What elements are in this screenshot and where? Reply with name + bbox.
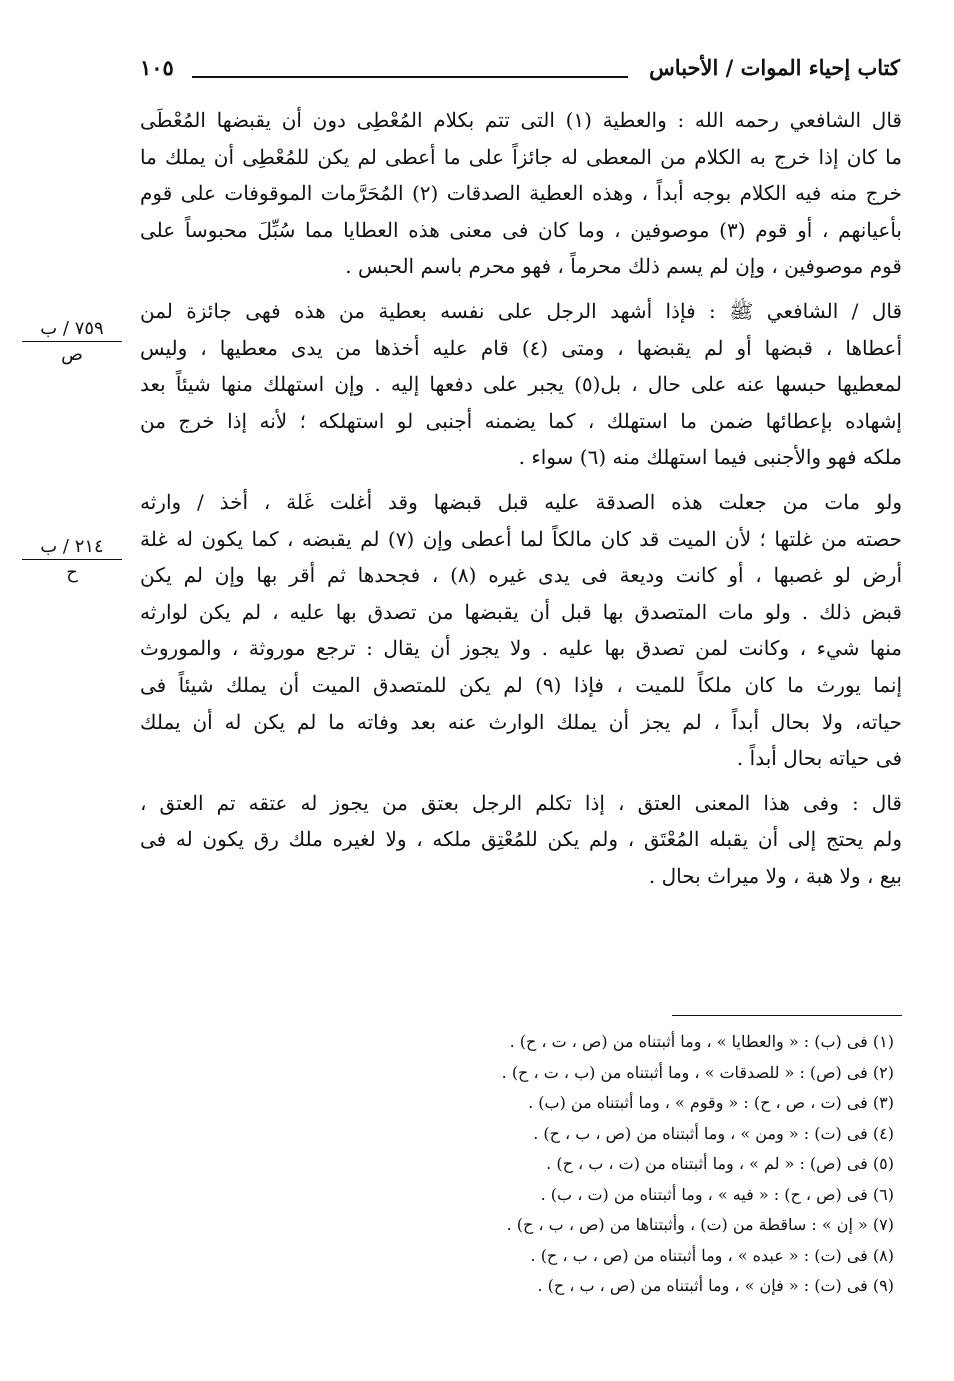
text-line: إشهاده بإعطائها ضمن ما استهلك ، كما يضمنه أجنبى لو استهلكه ؛ لأنه إذا خرج من [140,408,902,433]
running-title: كتاب إحياء الموات / الأحباس [649,55,900,80]
running-header [140,55,900,95]
footnote: (٧) « إن » : ساقطة من (ت) ، وأثبتناها من (ص ، ب ، ح) . [506,1215,894,1234]
text-line: قبض ذلك . ولو مات المتصدق بها قبل أن يقبضها من تصدق بها عليه ، لم يكن لوارثه [140,599,902,624]
text-line: فى حياته بحال أبداً . [736,746,902,771]
text-line: قال : وفى هذا المعنى العتق ، إذا تكلم الرجل بعتق من يجوز له عتقه تم العتق ، [140,790,902,815]
footnote: (٤) فى (ت) : « ومن » ، وما أثبتناه من (ص ، ب ، ح) . [533,1123,894,1143]
footnotes [394,1027,894,1302]
text-line: حصته من غلتها ؛ لأن الميت قد كان مالكاً لما أعطى وإن (٧) لم يقبضه ، كما يكون له غلة [140,526,902,551]
text-line: بيع ، ولا هبة ، ولا ميراث بحال . [648,863,902,888]
text-line: ملكه فهو والأجنبى فيما استهلك منه (٦) سواء . [518,445,902,470]
folio-number: ٧٥٩ / ب [22,318,122,342]
text-line: ولو مات من جعلت هذه الصدقة عليه قبل قبضها وقد أغلت غَلة ، أخذ / وارثه [140,489,902,514]
footnote: (١) فى (ب) : « والعطايا » ، وما أثبتناه من (ص ، ت ، ح) . [509,1032,894,1051]
footnote: (٢) فى (ص) : « للصدقات » ، وما أثبتناه من (ب ، ت ، ح) . [501,1062,894,1082]
text-line: بأعيانهم ، أو قوم (٣) موصوفين ، وما كان فى معنى هذه العطايا مما سُبِّلَ محبوساً على [140,217,902,242]
text-line: قال الشافعي رحمه الله : والعطية (١) التى تتم بكلام المُعْطِى دون أن يقبضها المُعْطَى [140,108,902,132]
margin-folio-note [22,536,122,583]
page-number: ١٠٥ [140,55,174,80]
text-line: ولم يحتج إلى أن يقبله المُعْتَق ، ولم يكن للمُعْتِق ملكه ، ولا لغيره ملك رق يكون له فى [140,827,902,852]
manuscript-siglum: ح [66,562,78,583]
text-line: إنما يورث ما كان ملكاً للميت ، فإذا (٩) لم يكن للمتصدق الميت أن يملك شيئاً فى [140,672,902,697]
footnote: (٥) فى (ص) : « لم » ، وما أثبتناه من (ت ، ب ، ح) . [546,1154,894,1173]
footnote: (٩) فى (ت) : « فإن » ، وما أثبتناه من (ص ، ب ، ح) . [537,1276,894,1295]
manuscript-siglum: ص [61,344,83,365]
text-line: قال / الشافعي ﷺ : فإذا أشهد الرجل على نفسه بعطية من هذه فهى جائزة لمن [140,298,902,323]
footnote: (٦) فى (ص ، ح) : « فيه » ، وما أثبتناه من (ت ، ب) . [540,1184,894,1204]
folio-number: ٢١٤ / ب [22,536,122,560]
paragraph [140,785,902,895]
text-line: لمعطيها حبسها عنه على حال ، بل(٥) يجبر على دفعها إليه . وإن استهلك منها شيئاً بعد [140,372,902,397]
main-text [140,102,902,902]
text-line: ما كان إذا خرج به الكلام من المعطى له جائزاً على ما أعطى لم يكن للمُعْطِى أن يملك ما [140,144,902,169]
text-line: منها شيء ، وكانت لمن تصدق بها عليه . ولا يجوز أن يقال : ترجع موروثة ، والموروث [140,636,902,661]
paragraph [140,102,902,285]
header-rule [192,76,628,78]
footnote: (٣) فى (ت ، ص ، ح) : « وقوم » ، وما أثبتناه من (ب) . [528,1093,894,1112]
text-line: أرض لو غصبها ، أو كانت وديعة فى يدى غيره (٨) ، فجحدها ثم أقر بها وإن لم يكن [140,563,903,588]
footnote: (٨) فى (ت) : « عبده » ، وما أثبتناه من (ص ، ب ، ح) . [530,1245,894,1265]
paragraph [140,293,902,476]
text-line: حياته، ولا بحال أبداً ، لم يجز أن يملك الوارث عنه بعد وفاته ما لم يكن له أن يملك [140,709,902,734]
margin-folio-note [22,318,122,365]
text-line: قوم موصوفين ، وإن لم يسم ذلك محرماً ، فهو محرم باسم الحبس . [345,254,902,279]
footnote-rule [672,1015,902,1016]
text-line: خرج منه فيه الكلام بوجه أبداً ، وهذه العطية الصدقات (٢) المُحَرَّمات الموقوفات على قوم [140,181,902,206]
paragraph [140,484,902,777]
text-line: أعطاها ، قبضها أو لم يقبضها ، ومتى (٤) قام عليه أخذها من يدى معطيها ، وليس [140,335,902,360]
